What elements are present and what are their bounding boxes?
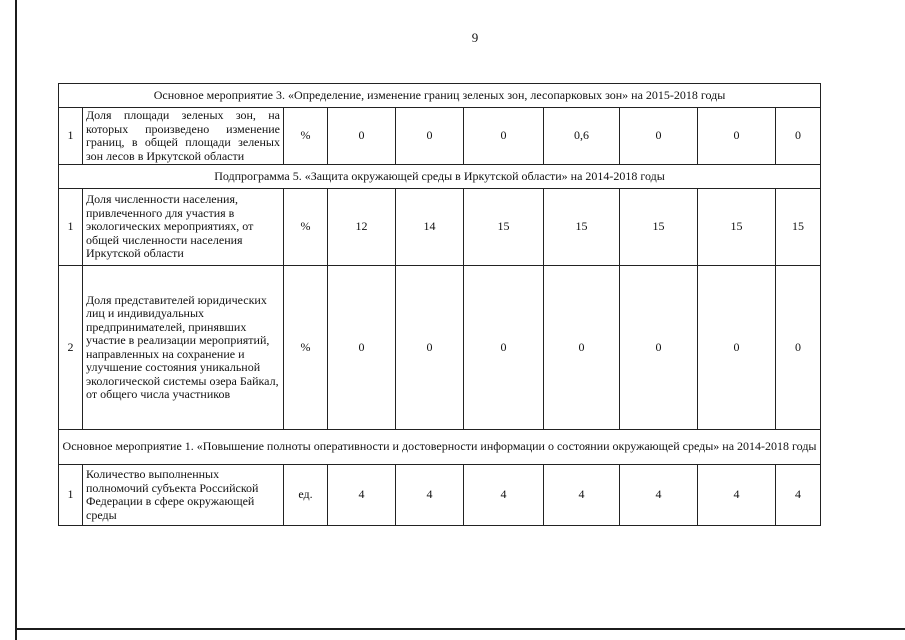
value-cell: 0,6 xyxy=(544,108,620,165)
section-header-row xyxy=(59,165,821,189)
section-title: Основное мероприятие 3. «Определение, изменение границ зеленых зон, лесопарковых зон» на 2015-2018 годы xyxy=(59,84,821,108)
table-row xyxy=(59,108,821,165)
section-header-row xyxy=(59,430,821,465)
value-cell: 4 xyxy=(396,465,464,526)
page-number: 9 xyxy=(471,30,479,45)
value-cell: 14 xyxy=(396,189,464,266)
indicator-name: Доля представителей юридических лиц и индивидуальных предпринимателей, принявших участие в реализации мероприятий, направленных на сохранение и улучшение состояния уникальной экологической системы озера Байкал, от общего числа участников xyxy=(83,266,284,430)
indicator-name: Доля площади зеленых зон, на которых произведено изменение границ, в общей площади зеленых зон лесов в Иркутской области xyxy=(83,108,284,165)
value-cell: 4 xyxy=(328,465,396,526)
value-cell: 4 xyxy=(776,465,821,526)
value-cell: 0 xyxy=(776,108,821,165)
scan-edge-left xyxy=(15,0,17,640)
value-cell: 15 xyxy=(620,189,698,266)
value-cell: 0 xyxy=(464,266,544,430)
section-title: Подпрограмма 5. «Защита окружающей среды в Иркутской области» на 2014-2018 годы xyxy=(59,165,821,189)
unit-cell: % xyxy=(284,108,328,165)
value-cell: 4 xyxy=(698,465,776,526)
indicators-table xyxy=(58,83,821,526)
row-number: 1 xyxy=(59,108,83,165)
value-cell: 0 xyxy=(620,108,698,165)
value-cell: 0 xyxy=(328,108,396,165)
table-row xyxy=(59,189,821,266)
table-row xyxy=(59,465,821,526)
value-cell: 12 xyxy=(328,189,396,266)
indicator-name: Доля численности населения, привлеченного для участия в экологических мероприятиях, от общей численности населения Иркутской области xyxy=(83,189,284,266)
value-cell: 4 xyxy=(544,465,620,526)
value-cell: 0 xyxy=(396,266,464,430)
scan-edge-bottom xyxy=(15,628,905,630)
indicator-name: Количество выполненных полномочий субъекта Российской Федерации в сфере окружающей среды xyxy=(83,465,284,526)
value-cell: 0 xyxy=(776,266,821,430)
value-cell: 4 xyxy=(464,465,544,526)
section-title: Основное мероприятие 1. «Повышение полноты оперативности и достоверности информации о состоянии окружающей среды» на 2014-2018 годы xyxy=(59,430,821,465)
unit-cell: ед. xyxy=(284,465,328,526)
value-cell: 0 xyxy=(544,266,620,430)
section-header-row xyxy=(59,84,821,108)
value-cell: 4 xyxy=(620,465,698,526)
value-cell: 0 xyxy=(698,108,776,165)
row-number: 1 xyxy=(59,465,83,526)
unit-cell: % xyxy=(284,189,328,266)
value-cell: 0 xyxy=(620,266,698,430)
value-cell: 0 xyxy=(396,108,464,165)
row-number: 1 xyxy=(59,189,83,266)
value-cell: 15 xyxy=(544,189,620,266)
value-cell: 15 xyxy=(698,189,776,266)
value-cell: 0 xyxy=(698,266,776,430)
value-cell: 15 xyxy=(776,189,821,266)
value-cell: 0 xyxy=(328,266,396,430)
value-cell: 0 xyxy=(464,108,544,165)
unit-cell: % xyxy=(284,266,328,430)
value-cell: 15 xyxy=(464,189,544,266)
table-row xyxy=(59,266,821,430)
row-number: 2 xyxy=(59,266,83,430)
